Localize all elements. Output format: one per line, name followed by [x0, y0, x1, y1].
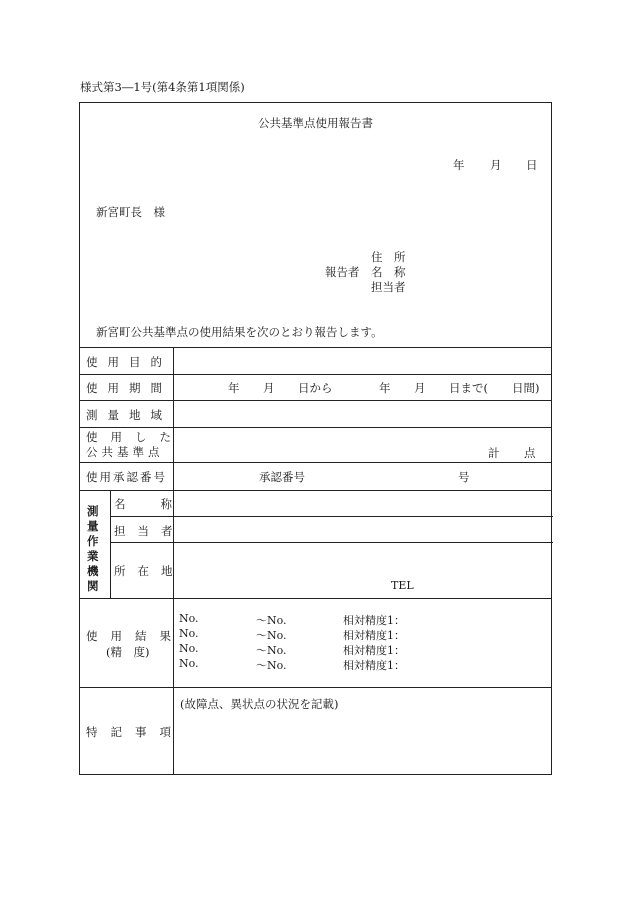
form-title: 公共基準点使用報告書 [258, 116, 373, 130]
approval-number-suffix: 号 [458, 470, 470, 484]
survey-area-input[interactable] [175, 402, 551, 425]
result-line-4-accuracy: 相対精度1： [343, 659, 405, 672]
period-start-day[interactable]: 日から [298, 381, 333, 395]
period-days[interactable]: 日間) [512, 381, 540, 395]
result-line-1-accuracy: 相対精度1： [343, 614, 405, 627]
period-label: 使用期間 [86, 381, 172, 395]
result-line-4-from: No. [179, 657, 199, 670]
period-end-month[interactable]: 月 [414, 381, 426, 395]
reporter-contact-label: 担当者 [371, 280, 406, 294]
points-unit-label: 点 [524, 446, 536, 460]
result-line-3-from: No. [179, 642, 199, 655]
reporter-label: 報告者 [325, 265, 360, 279]
purpose-input[interactable] [175, 349, 551, 372]
reporter-address-label: 住 所 [371, 250, 406, 264]
remarks-label: 特記事項 [86, 725, 184, 739]
result-line-2-accuracy: 相対精度1： [343, 629, 405, 642]
period-end-day[interactable]: 日まで( [449, 381, 488, 395]
agency-tel-label: TEL [391, 579, 414, 592]
result-label-line1: 使用結果 [86, 629, 184, 643]
remarks-input[interactable] [175, 713, 551, 773]
period-start-year[interactable]: 年 [228, 381, 240, 395]
period-end-year[interactable]: 年 [379, 381, 391, 395]
approval-field-label: 承認番号 [259, 470, 305, 484]
purpose-label [86, 354, 172, 370]
agency-location-label: 所在地 [114, 564, 185, 578]
addressee: 新宮町長 様 [96, 205, 165, 219]
result-line-1-from: No. [179, 612, 199, 625]
result-line-3-to: ～No. [256, 644, 287, 657]
remarks-note: (故障点、異状点の状況を記載) [180, 697, 339, 711]
agency-contact-label: 担当者 [114, 524, 185, 538]
result-line-2-to: ～No. [256, 629, 287, 642]
result-line-3-accuracy: 相対精度1： [343, 644, 405, 657]
result-line-2-from: No. [179, 627, 199, 640]
statement-text: 新宮町公共基準点の使用結果を次のとおり報告します。 [96, 325, 383, 339]
agency-label: 測量作業機関 [87, 504, 99, 593]
result-line-4-to: ～No. [256, 659, 287, 672]
points-total-label: 計 [488, 446, 500, 460]
points-label-line2: 公共基準点 [86, 445, 164, 459]
points-label-line1: 使用した [86, 430, 184, 444]
date-year[interactable]: 年 [453, 158, 465, 172]
result-line-1-to: ～No. [256, 614, 287, 627]
date-month[interactable]: 月 [490, 158, 502, 172]
survey-area-label: 測量地域 [86, 408, 172, 422]
agency-name-label: 名 称 [114, 497, 176, 511]
period-start-month[interactable]: 月 [263, 381, 275, 395]
report-form [79, 102, 552, 775]
result-label-line2: (精 度) [106, 645, 150, 659]
approval-label: 使用承認番号 [86, 470, 167, 484]
date-day[interactable]: 日 [526, 158, 538, 172]
form-number-label: 様式第3―1号(第4条第1項関係) [80, 80, 245, 94]
reporter-name-label: 名 称 [371, 265, 406, 279]
purpose-label-text: 使用目的 [86, 355, 172, 369]
